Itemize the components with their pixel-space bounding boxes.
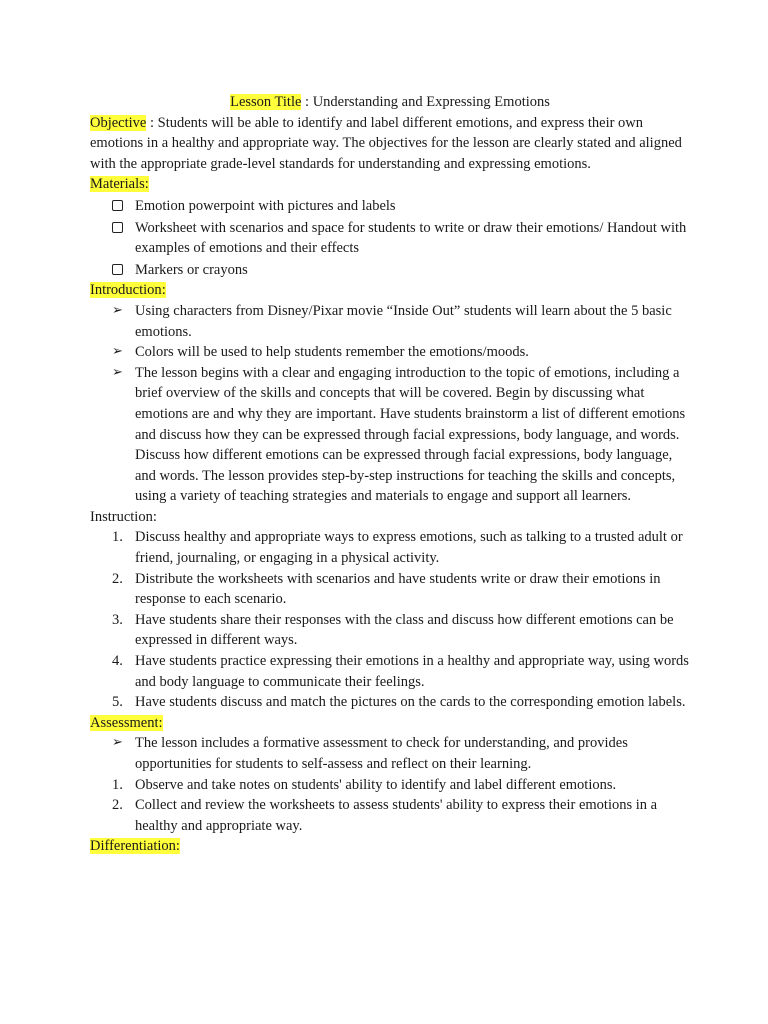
list-number: 1. [112,529,123,546]
materials-suffix: : [144,176,149,193]
differentiation-suffix: : [175,838,180,855]
materials-item-text: Emotion powerpoint with pictures and labels [135,197,396,214]
assessment-item [90,795,690,836]
assessment-item-text: Collect and review the worksheets to assess students' ability to express their emotions in a healthy and appropriate way. [135,797,658,834]
checkbox-icon [112,196,123,218]
list-number: 2. [112,797,123,814]
list-number: 3. [112,611,123,628]
assessment-suffix: : [158,714,163,731]
assessment-label: Assessment [90,714,159,731]
instruction-item [90,569,690,610]
instruction-item-text: Have students share their responses with the class and discuss how different emotions can be expressed in different ways. [135,611,674,649]
materials-item-text: Markers or crayons [135,261,248,278]
materials-item-text: Worksheet with scenarios and space for students to write or draw their emotions/ Handout with examples of emotions and their effects [135,219,687,257]
objective-paragraph [90,113,690,175]
arrowhead-bullet-icon: ➢ [112,344,123,360]
introduction-item-text: Colors will be used to help students remember the emotions/moods. [135,344,529,361]
introduction-item-text: The lesson begins with a clear and engaging introduction to the topic of emotions, including a brief overview of the skills and concepts that will be covered. Begin by discussing what emotions are and why they are important. Have students brainstorm a list of different emotions and discuss how they can be expressed through facial expressions, body language, and words. Discuss how different emotions can be expressed through facial expressions, body language, and words. The lesson provides step-by-step instructions for teaching the skills and concepts, using a variety of teaching strategies and materials to engage and support all learners. [135,364,686,505]
checkbox-icon [112,260,123,282]
assessment-item-text: Observe and take notes on students' ability to identify and label different emotions. [135,776,617,793]
objective-text: : Students will be able to identify and label different emotions, and express their own emotions in a healthy and appropriate way. The objectives for the lesson are clearly stated and aligned with the appropriate grade-level standards for understanding and expressing emotions. [90,114,682,172]
lesson-title [90,92,690,113]
materials-item [90,196,690,217]
list-number: 5. [112,694,123,711]
document-page [90,92,690,857]
checkbox-icon [112,218,123,240]
arrowhead-bullet-icon: ➢ [112,735,123,751]
materials-item [90,218,690,259]
assessment-bullet-text: The lesson includes a formative assessment to check for understanding, and provides opportunities for students to self-assess and reflect on their learning. [135,735,628,772]
lesson-title-sep: : [301,94,313,110]
assessment-bullet [90,733,690,774]
lesson-title-text: Understanding and Expressing Emotions [312,94,550,110]
instruction-item-text: Distribute the worksheets with scenarios and have students write or draw their emotions in response to each scenario. [135,570,661,608]
list-number: 2. [112,570,123,587]
objective-label: Objective [90,114,147,131]
assessment-heading [90,713,690,734]
introduction-item-text: Using characters from Disney/Pixar movie “Inside Out” students will learn about the 5 basic emotions. [135,302,672,340]
assessment-item [90,775,690,796]
lesson-title-label: Lesson Title [230,94,302,110]
introduction-label: Introduction [90,282,162,299]
introduction-heading [90,280,690,301]
arrowhead-bullet-icon: ➢ [112,364,123,380]
differentiation-label: Differentiation [90,838,176,855]
instruction-item [90,610,690,651]
materials-heading [90,174,690,195]
introduction-item [90,363,690,507]
differentiation-heading [90,836,690,857]
materials-item [90,260,690,281]
instruction-heading: Instruction: [90,508,157,525]
introduction-item [90,342,690,363]
introduction-suffix: : [161,282,166,299]
list-number: 4. [112,653,123,670]
instruction-item [90,692,690,713]
instruction-item-text: Have students practice expressing their emotions in a healthy and appropriate way, using words and body language to communicate their feelings. [135,653,689,690]
instruction-item-text: Discuss healthy and appropriate ways to express emotions, such as talking to a trusted adult or friend, journaling, or engaging in a physical activity. [135,529,683,567]
introduction-item [90,301,690,342]
instruction-item [90,527,690,568]
instruction-item-text: Have students discuss and match the pictures on the cards to the corresponding emotion labels. [135,694,686,711]
arrowhead-bullet-icon: ➢ [112,302,123,318]
list-number: 1. [112,776,123,793]
instruction-item [90,651,690,692]
materials-label: Materials [90,176,145,193]
